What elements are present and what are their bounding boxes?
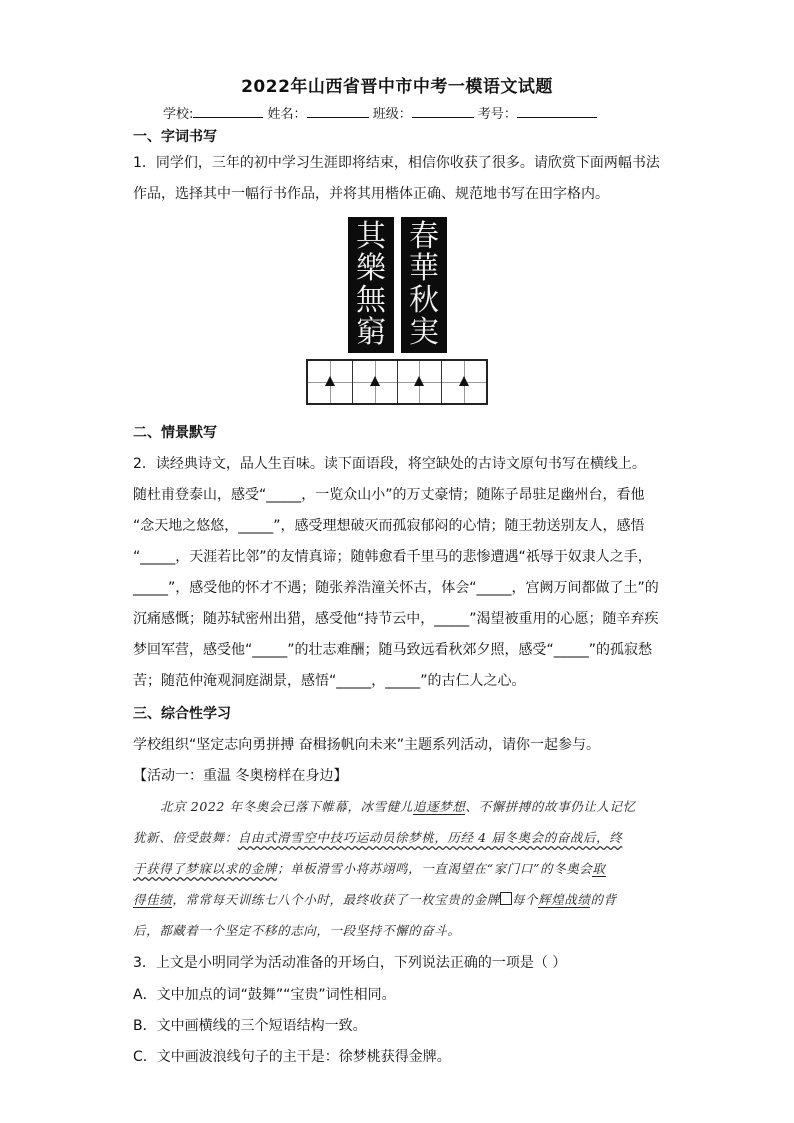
question-2-line: 沉痛感慨；随苏轼密州出猎，感受他“持节云中，_____”渴望被重用的心愿；随辛弃疾 xyxy=(133,611,659,627)
calligraphy-char: 無 xyxy=(356,283,386,318)
passage-line: 犹新、倍受鼓舞：自由式滑雪空中技巧运动员徐梦桃，历经 4 届冬奥会的奋战后，终 xyxy=(133,830,623,845)
underlined-phrase: 取 xyxy=(592,861,606,876)
calligraphy-work-left xyxy=(348,217,394,353)
question-2-line: “念天地之悠悠，_____”，感受理想破灭而孤寂郁闷的心情；随王勃送别友人，感悟 xyxy=(133,518,645,534)
option-c[interactable]: C．文中画波浪线句子的主干是：徐梦桃获得金牌。 xyxy=(133,1049,451,1065)
section-heading-1: 一、字词书写 xyxy=(133,129,217,145)
class-label: 班级： xyxy=(372,107,412,122)
tian-grid-cell[interactable] xyxy=(353,361,398,403)
calligraphy-char: 窮 xyxy=(356,315,386,350)
question-2-line: 梦回军营，感受他“_____”的壮志难酬；随马致远看秋郊夕照，感受“_____”的孤寂愁 xyxy=(133,642,653,658)
calligraphy-char: 春 xyxy=(409,219,439,254)
option-a[interactable]: A．文中加点的词“鼓舞”“宝贵”词性相同。 xyxy=(133,987,396,1003)
question-2-line: 苦；随范仲淹观洞庭湖景，感悟“_____，_____”的古仁人之心。 xyxy=(133,673,526,689)
section-heading-2: 二、情景默写 xyxy=(133,425,217,441)
triangle-icon xyxy=(325,376,335,386)
passage-line: 于获得了梦寐以求的金牌；单板滑雪小将苏翊鸣，一直渴望在“家门口”的冬奥会取 xyxy=(133,861,606,876)
tian-grid-cell[interactable] xyxy=(308,361,353,403)
question-2-line: 2．读经典诗文，品人生百味。读下面语段，将空缺处的古诗文原句书写在横线上。 xyxy=(133,456,646,472)
passage-line: 得佳绩，常常每天训练七八个小时，最终收获了一枚宝贵的金牌 每个辉煌战绩的背 xyxy=(133,892,617,907)
wavy-underlined-sentence: 于获得了梦寐以求的金牌 xyxy=(133,861,278,876)
question-3-stem: 3．上文是小明同学为活动准备的开场白，下列说法正确的一项是（ ） xyxy=(133,955,567,971)
exam-no-label: 考号： xyxy=(477,107,517,122)
triangle-icon xyxy=(414,376,424,386)
activity-1-heading: 【活动一：重温 冬奥榜样在身边】 xyxy=(133,768,348,784)
student-info-row xyxy=(163,103,597,122)
section-heading-3: 三、综合性学习 xyxy=(133,706,231,722)
school-label: 学校: xyxy=(163,107,194,122)
question-2-line: _____”，感受他的怀才不遇；随张养浩潼关怀古，体会“_____，宫阙万间都做了土”的 xyxy=(133,580,659,596)
calligraphy-char: 樂 xyxy=(356,251,386,286)
underlined-phrase: 辉煌战绩 xyxy=(538,892,591,907)
calligraphy-char: 其 xyxy=(356,219,386,254)
option-b[interactable]: B．文中画横线的三个短语结构一致。 xyxy=(133,1018,367,1034)
triangle-icon xyxy=(370,376,380,386)
tian-grid-answer-box[interactable] xyxy=(306,359,488,405)
calligraphy-work-right xyxy=(401,217,447,353)
calligraphy-char: 秋 xyxy=(409,283,439,318)
tian-grid-cell[interactable] xyxy=(398,361,443,403)
calligraphy-char: 実 xyxy=(409,315,439,350)
underlined-phrase: 得佳绩 xyxy=(133,892,173,907)
question-1-line-2: 作品，选择其中一幅行书作品，并将其用楷体正确、规范地书写在田字格内。 xyxy=(133,186,609,202)
class-blank[interactable] xyxy=(412,105,474,118)
tian-grid-cell[interactable] xyxy=(442,361,486,403)
triangle-icon xyxy=(459,376,469,386)
school-blank[interactable] xyxy=(193,105,263,118)
missing-punctuation-box xyxy=(500,892,512,905)
passage-line: 后，都藏着一个坚定不移的志向，一段坚持不懈的奋斗。 xyxy=(133,923,461,938)
exam-no-blank[interactable] xyxy=(517,105,597,118)
page-title: 2022年山西省晋中市中考一模语文试题 xyxy=(241,77,553,97)
activity-intro: 学校组织“坚定志向勇拼搏 奋楫扬帆向未来”主题系列活动，请你一起参与。 xyxy=(133,737,600,753)
question-2-line: “_____，天涯若比邻”的友情真谛；随韩愈看千里马的悲惨遭遇“祇辱于奴隶人之手， xyxy=(133,549,652,565)
name-blank[interactable] xyxy=(307,105,369,118)
passage-line: 北京 2022 年冬奥会已落下帷幕，冰雪健儿追逐梦想、不懈拼搏的故事仍让人记忆 xyxy=(160,799,636,814)
underlined-phrase: 追逐梦想 xyxy=(412,799,466,814)
calligraphy-char: 華 xyxy=(409,251,439,286)
name-label: 姓名： xyxy=(267,107,307,122)
question-2-line: 随杜甫登泰山，感受“_____，一览众山小”的万丈豪情；随陈子昂驻足幽州台，看他 xyxy=(133,487,645,503)
wavy-underlined-sentence: 自由式滑雪空中技巧运动员徐梦桃，历经 4 届冬奥会的奋战后，终 xyxy=(237,830,623,845)
question-1-line-1: 1．同学们，三年的初中学习生涯即将结束，相信你收获了很多。请欣赏下面两幅书法 xyxy=(133,155,660,171)
